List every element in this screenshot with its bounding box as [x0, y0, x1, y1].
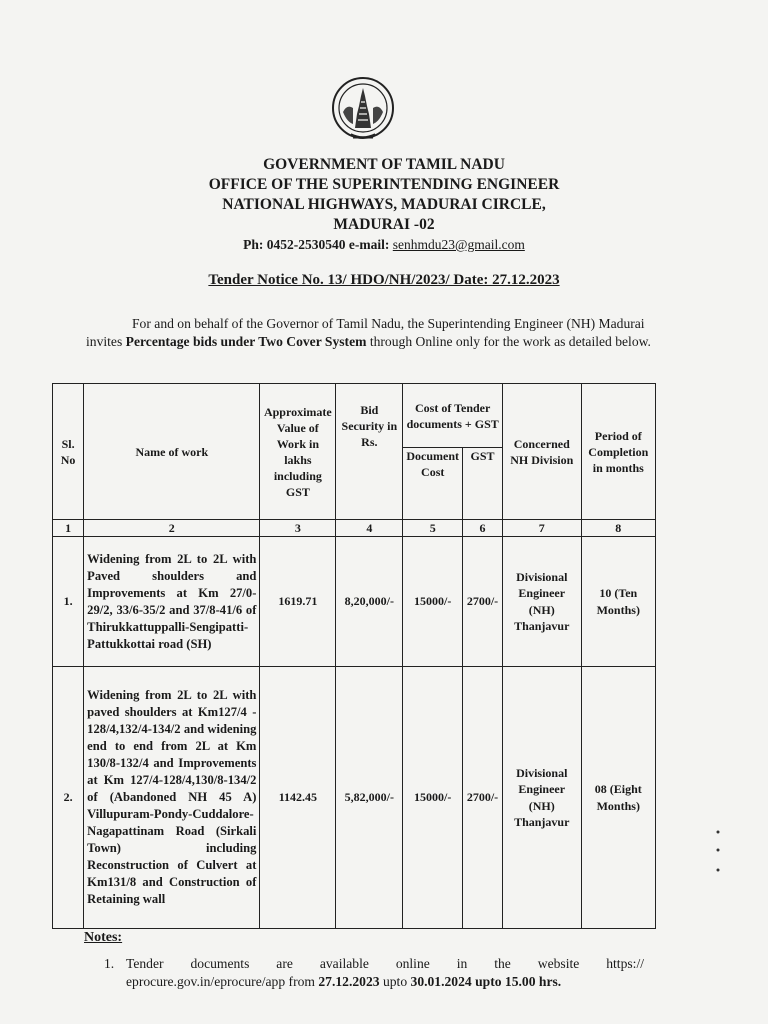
header-line-4: MADURAI -02: [333, 216, 435, 233]
document-header: [0, 155, 768, 255]
phone-label: Ph: 0452-2530540 e-mail:: [243, 237, 393, 252]
col-num: 8: [581, 520, 655, 537]
header-approx-value: Approximate Value of Work in lakhs including GST: [260, 384, 336, 520]
header-bid-security: Bid Security in Rs.: [336, 384, 403, 520]
col-num: 1: [53, 520, 84, 537]
col-num: 4: [336, 520, 403, 537]
table-header-row: [53, 384, 656, 448]
col-num: 5: [403, 520, 463, 537]
col-num: 2: [84, 520, 260, 537]
tamil-nadu-emblem-icon: [331, 76, 395, 144]
table-row: [53, 537, 656, 667]
note-line-2: [126, 973, 644, 991]
row-division: Divisional Engineer (NH) Thanjavur: [502, 537, 581, 667]
note-text: upto: [379, 974, 411, 989]
notes-title: Notes:: [84, 930, 123, 945]
note-end-date: 30.01.2024 upto 15.00 hrs.: [410, 974, 562, 989]
row-doc-cost: 15000/-: [403, 537, 463, 667]
header-concerned-division: Concerned NH Division: [502, 384, 581, 520]
row-period: 08 (Eight Months): [581, 667, 655, 929]
tender-notice-title: Tender Notice No. 13/ HDO/NH/2023/ Date: 27.12.2023: [208, 272, 560, 288]
header-line-3: NATIONAL HIGHWAYS, MADURAI CIRCLE,: [222, 196, 546, 213]
row-sl: 1.: [53, 537, 84, 667]
header-cost-of-tender: Cost of Tender documents + GST: [403, 384, 503, 448]
header-document-cost: Document Cost: [403, 448, 463, 520]
row-value: 1619.71: [260, 537, 336, 667]
header-gst: GST: [463, 448, 503, 520]
intro-text-2: through Online only for the work as detailed below.: [366, 334, 651, 349]
header-period: Period of Completion in months: [581, 384, 655, 520]
scan-marks: [716, 828, 720, 876]
row-work: Widening from 2L to 2L with paved shoulders at Km127/4 - 128/4,132/4-134/2 and widening end to end from 2L at Km 130/8-132/4 and Improvements at Km 127/4-128/4,130/8-134/2 of (Abandoned NH 45 A) Villupuram-Pondy-Cuddalore-Nagapattinam Road (Sirkali Town) including Reconstruction of Culvert at Km131/8 and Construction of Retaining wall: [84, 667, 260, 929]
table-row: [53, 667, 656, 929]
intro-text-1: For and on behalf of the Governor of Tamil Nadu, the Superintending Engineer (NH) Madurai invites: [86, 316, 645, 349]
header-sl-no: Sl. No: [53, 384, 84, 520]
contact-line: [0, 235, 768, 255]
header-line-2: OFFICE OF THE SUPERINTENDING ENGINEER: [208, 176, 560, 193]
row-security: 8,20,000/-: [336, 537, 403, 667]
row-sl: 2.: [53, 667, 84, 929]
row-doc-cost: 15000/-: [403, 667, 463, 929]
note-item: [104, 955, 644, 991]
col-num: 3: [260, 520, 336, 537]
row-period: 10 (Ten Months): [581, 537, 655, 667]
intro-paragraph: [86, 315, 656, 351]
col-num: 7: [502, 520, 581, 537]
row-value: 1142.45: [260, 667, 336, 929]
note-text: eprocure.gov.in/eprocure/app from: [126, 974, 319, 989]
row-gst: 2700/-: [463, 537, 503, 667]
row-gst: 2700/-: [463, 667, 503, 929]
header-line-1: GOVERNMENT OF TAMIL NADU: [263, 156, 505, 173]
note-number: 1.: [104, 956, 115, 971]
header-name-of-work: Name of work: [84, 384, 260, 520]
note-start-date: 27.12.2023: [318, 974, 380, 989]
row-division: Divisional Engineer (NH) Thanjavur: [502, 667, 581, 929]
column-number-row: [53, 520, 656, 537]
note-line-1: Tender documents are available online in the website https://: [126, 956, 644, 971]
intro-bold: Percentage bids under Two Cover System: [125, 334, 367, 349]
row-security: 5,82,000/-: [336, 667, 403, 929]
email-link[interactable]: senhmdu23@gmail.com: [392, 237, 525, 252]
row-work: Widening from 2L to 2L with Paved shoulders and Improvements at Km 27/0-29/2, 33/6-35/2 and 37/8-41/6 of Thirukkattuppalli-Sengipatti-Pattukkottai road (SH): [84, 537, 260, 667]
col-num: 6: [463, 520, 503, 537]
works-table: [52, 383, 656, 929]
